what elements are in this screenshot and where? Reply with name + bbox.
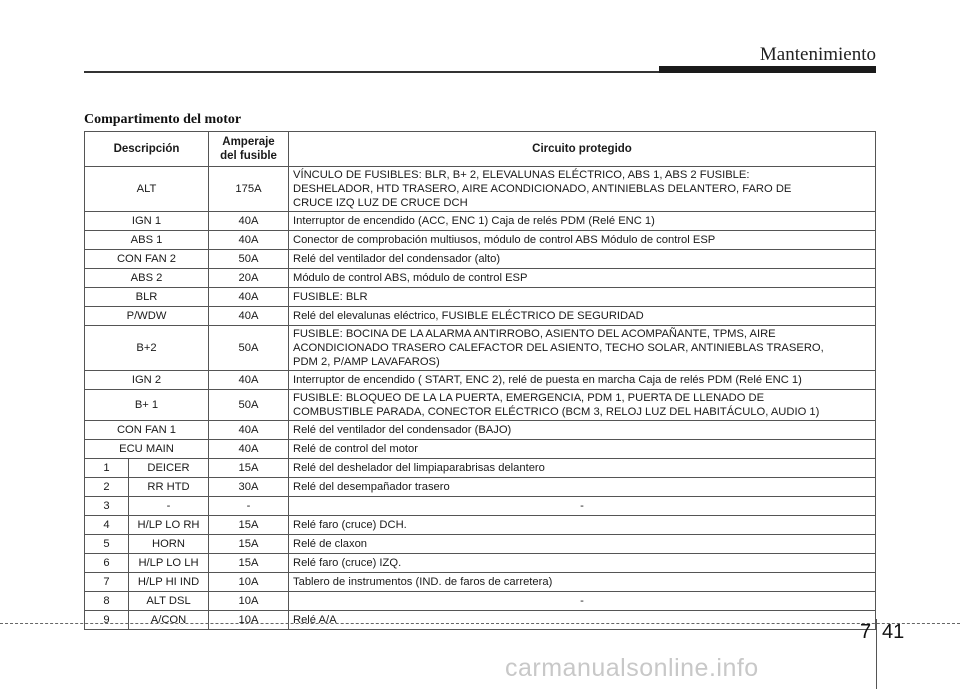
cell-descripcion: HORN xyxy=(129,535,209,554)
cell-descripcion: B+ 1 xyxy=(85,390,209,421)
cell-descripcion: H/LP LO LH xyxy=(129,554,209,573)
table-row-numbered xyxy=(85,554,876,573)
cell-descripcion: CON FAN 2 xyxy=(85,250,209,269)
cell-amperaje: 15A xyxy=(209,535,289,554)
circuit-line: VÍNCULO DE FUSIBLES: BLR, B+ 2, ELEVALUNAS ELÉCTRICO, ABS 1, ABS 2 FUSIBLE: xyxy=(293,169,750,181)
circuit-line: Conector de comprobación multiusos, módulo de control ABS Módulo de control ESP xyxy=(293,234,716,246)
cell-amperaje: 15A xyxy=(209,554,289,573)
cell-circuito xyxy=(289,167,876,212)
cell-circuito: Tablero de instrumentos (IND. de faros de carretera) xyxy=(289,573,876,592)
circuit-line: Interruptor de encendido ( START, ENC 2), relé de puesta en marcha Caja de relés PDM (Relé ENC 1) xyxy=(293,374,802,386)
cell-descripcion: P/WDW xyxy=(85,307,209,326)
fuse-table-body xyxy=(85,167,876,630)
cell-circuito: Relé del deshelador del limpiaparabrisas delantero xyxy=(289,459,876,478)
cell-circuito: Relé faro (cruce) DCH. xyxy=(289,516,876,535)
page-number-divider xyxy=(876,619,877,689)
table-row xyxy=(85,307,876,326)
cell-number: 2 xyxy=(85,478,129,497)
cell-amperaje: 40A xyxy=(209,371,289,390)
cell-number: 6 xyxy=(85,554,129,573)
cell-amperaje: 15A xyxy=(209,459,289,478)
table-row xyxy=(85,167,876,212)
chapter-number: 7 xyxy=(860,621,872,643)
circuit-line: PDM 2, P/AMP LAVAFAROS) xyxy=(293,356,440,368)
cell-amperaje: - xyxy=(209,497,289,516)
cell-circuito xyxy=(289,307,876,326)
cell-descripcion: IGN 2 xyxy=(85,371,209,390)
page-number: 41 xyxy=(882,621,905,643)
cell-descripcion: A/CON xyxy=(129,611,209,630)
table-row xyxy=(85,371,876,390)
cell-amperaje: 30A xyxy=(209,478,289,497)
cell-amperaje: 40A xyxy=(209,212,289,231)
fuse-table-header xyxy=(85,132,876,167)
table-row-numbered xyxy=(85,592,876,611)
cell-circuito: Relé faro (cruce) IZQ. xyxy=(289,554,876,573)
cell-circuito xyxy=(289,231,876,250)
cell-descripcion: ABS 1 xyxy=(85,231,209,250)
cell-descripcion: ECU MAIN xyxy=(85,440,209,459)
cell-circuito: Relé del desempañador trasero xyxy=(289,478,876,497)
table-row xyxy=(85,212,876,231)
cell-amperaje: 40A xyxy=(209,231,289,250)
table-row-numbered xyxy=(85,611,876,630)
cell-number: 1 xyxy=(85,459,129,478)
cell-descripcion: DEICER xyxy=(129,459,209,478)
circuit-line: Módulo de control ABS, módulo de control ESP xyxy=(293,272,528,284)
header-circuito: Circuito protegido xyxy=(289,132,876,167)
cell-descripcion: IGN 1 xyxy=(85,212,209,231)
cell-circuito: - xyxy=(289,592,876,611)
table-row xyxy=(85,440,876,459)
circuit-line: Relé del ventilador del condensador (BAJO) xyxy=(293,424,512,436)
table-row-numbered xyxy=(85,497,876,516)
cell-descripcion: - xyxy=(129,497,209,516)
table-row xyxy=(85,390,876,421)
circuit-line: COMBUSTIBLE PARADA, CONECTOR ELÉCTRICO (BCM 3, RELOJ LUZ DEL HABITÁCULO, AUDIO 1) xyxy=(293,406,820,418)
cell-amperaje: 40A xyxy=(209,307,289,326)
cell-number: 7 xyxy=(85,573,129,592)
cell-number: 3 xyxy=(85,497,129,516)
circuit-line: Interruptor de encendido (ACC, ENC 1) Caja de relés PDM (Relé ENC 1) xyxy=(293,215,655,227)
running-header-title: Mantenimiento xyxy=(759,44,876,65)
cell-descripcion: CON FAN 1 xyxy=(85,421,209,440)
circuit-line: Relé de control del motor xyxy=(293,443,418,455)
table-row xyxy=(85,250,876,269)
cell-number: 8 xyxy=(85,592,129,611)
circuit-line: Relé del elevalunas eléctrico, FUSIBLE ELÉCTRICO DE SEGURIDAD xyxy=(293,310,644,322)
cell-descripcion: RR HTD xyxy=(129,478,209,497)
table-row-numbered xyxy=(85,573,876,592)
cell-descripcion: B+2 xyxy=(85,326,209,371)
cell-circuito xyxy=(289,250,876,269)
table-row xyxy=(85,421,876,440)
cell-descripcion: ALT DSL xyxy=(129,592,209,611)
table-row xyxy=(85,326,876,371)
header-amperaje-line2: del fusible xyxy=(220,150,277,162)
circuit-line: ACONDICIONADO TRASERO CALEFACTOR DEL ASIENTO, TECHO SOLAR, ANTINIEBLAS TRASERO, xyxy=(293,342,824,354)
cell-number: 4 xyxy=(85,516,129,535)
header-amperaje xyxy=(209,132,289,167)
cell-circuito xyxy=(289,288,876,307)
cell-descripcion: BLR xyxy=(85,288,209,307)
cell-amperaje: 15A xyxy=(209,516,289,535)
cell-circuito xyxy=(289,326,876,371)
circuit-line: FUSIBLE: BOCINA DE LA ALARMA ANTIRROBO, ASIENTO DEL ACOMPAÑANTE, TPMS, AIRE xyxy=(293,328,776,340)
table-row-numbered xyxy=(85,535,876,554)
cell-amperaje: 40A xyxy=(209,440,289,459)
header-rule-thin xyxy=(84,71,659,73)
cell-amperaje: 40A xyxy=(209,288,289,307)
header-rule-thick xyxy=(659,66,876,73)
footer-dashed-line xyxy=(0,623,960,624)
cell-descripcion: H/LP HI IND xyxy=(129,573,209,592)
circuit-line: FUSIBLE: BLOQUEO DE LA LA PUERTA, EMERGENCIA, PDM 1, PUERTA DE LLENADO DE xyxy=(293,392,765,404)
table-row-numbered xyxy=(85,516,876,535)
header-descripcion: Descripción xyxy=(85,132,209,167)
circuit-line: FUSIBLE: BLR xyxy=(293,291,368,303)
cell-amperaje: 50A xyxy=(209,326,289,371)
cell-circuito xyxy=(289,212,876,231)
cell-circuito: Relé de claxon xyxy=(289,535,876,554)
circuit-line: DESHELADOR, HTD TRASERO, AIRE ACONDICIONADO, ANTINIEBLAS DELANTERO, FARO DE xyxy=(293,183,792,195)
cell-amperaje: 20A xyxy=(209,269,289,288)
circuit-line: CRUCE IZQ LUZ DE CRUCE DCH xyxy=(293,197,468,209)
watermark-text: carmanualsonline.info xyxy=(505,654,759,682)
table-row-numbered xyxy=(85,478,876,497)
cell-amperaje: 50A xyxy=(209,390,289,421)
cell-amperaje: 40A xyxy=(209,421,289,440)
cell-number: 5 xyxy=(85,535,129,554)
table-row xyxy=(85,269,876,288)
table-row-numbered xyxy=(85,459,876,478)
header-amperaje-line1: Amperaje xyxy=(222,136,275,148)
cell-amperaje: 175A xyxy=(209,167,289,212)
table-row xyxy=(85,231,876,250)
cell-descripcion: ALT xyxy=(85,167,209,212)
cell-number: 9 xyxy=(85,611,129,630)
cell-circuito xyxy=(289,390,876,421)
cell-circuito xyxy=(289,269,876,288)
cell-circuito: - xyxy=(289,497,876,516)
circuit-line: Relé del ventilador del condensador (alto) xyxy=(293,253,501,265)
cell-descripcion: ABS 2 xyxy=(85,269,209,288)
cell-amperaje: 10A xyxy=(209,611,289,630)
cell-descripcion: H/LP LO RH xyxy=(129,516,209,535)
cell-circuito xyxy=(289,421,876,440)
section-title: Compartimento del motor xyxy=(84,112,242,127)
cell-circuito: Relé A/A xyxy=(289,611,876,630)
cell-amperaje: 10A xyxy=(209,592,289,611)
cell-circuito xyxy=(289,371,876,390)
table-row xyxy=(85,288,876,307)
cell-amperaje: 10A xyxy=(209,573,289,592)
cell-circuito xyxy=(289,440,876,459)
cell-amperaje: 50A xyxy=(209,250,289,269)
fuse-table xyxy=(84,131,876,630)
